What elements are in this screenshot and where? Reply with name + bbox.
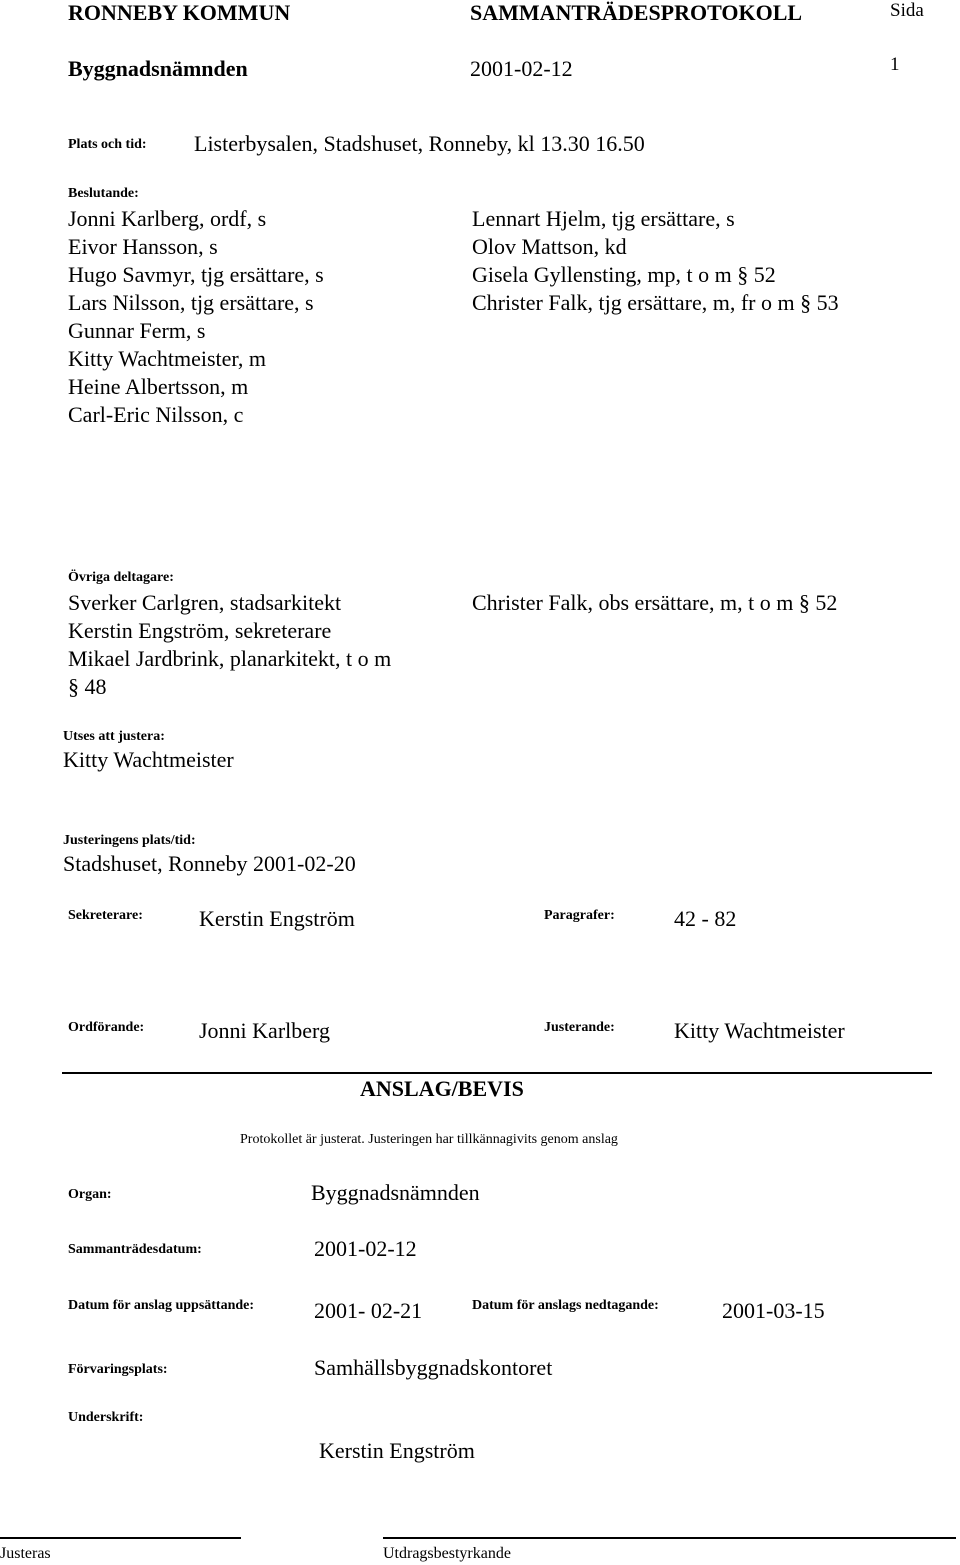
list-item: Gunnar Ferm, s [68,318,206,343]
posted-date-value: 2001- 02-21 [314,1298,423,1323]
list-item: Mikael Jardbrink, planarkitekt, t o m [68,646,392,671]
deciding-left-list [68,205,324,429]
list-item: Heine Albertsson, m [68,374,249,399]
signature-value: Kerstin Engström [319,1438,475,1463]
adjuster-sign-label: Justerande: [544,1020,615,1035]
list-item: Eivor Hansson, s [68,234,218,259]
adjuster-label: Utses att justera: [63,729,165,744]
notice-title: ANSLAG/BEVIS [360,1076,524,1101]
meeting-date: 2001-02-12 [470,56,573,81]
notice-subtitle: Protokollet är justerat. Justeringen har tillkännagivits genom anslag [240,1132,618,1147]
chair-value: Jonni Karlberg [199,1018,330,1043]
list-item: Lars Nilsson, tjg ersättare, s [68,290,314,315]
removed-date-label: Datum för anslags nedtagande: [472,1298,659,1313]
adjuster-value: Kitty Wachtmeister [63,747,234,772]
list-item: Carl-Eric Nilsson, c [68,402,244,427]
divider [62,1072,932,1074]
adjuster-sign-value: Kitty Wachtmeister [674,1018,845,1043]
posted-date-label: Datum för anslag uppsättande: [68,1298,255,1313]
meeting-date-value: 2001-02-12 [314,1236,417,1261]
meeting-date-label: Sammanträdesdatum: [68,1242,202,1257]
list-item: Sverker Carlgren, stadsarkitekt [68,590,342,615]
signature-label: Underskrift: [68,1410,144,1425]
others-label: Övriga deltagare: [68,570,174,585]
list-item: Lennart Hjelm, tjg ersättare, s [472,206,735,231]
list-item: Kitty Wachtmeister, m [68,346,266,371]
footer-adjusted-label: Justeras [0,1545,51,1562]
list-item: Kerstin Engström, sekreterare [68,618,332,643]
organ-label: Organ: [68,1187,112,1202]
adjustment-place-value: Stadshuset, Ronneby 2001-02-20 [63,851,356,876]
list-item: Christer Falk, obs ersättare, m, t o m § 52 [472,590,838,615]
place-label: Plats och tid: [68,137,147,152]
deciding-right-list [472,205,839,317]
page-number: 1 [890,54,900,75]
organ-value: Byggnadsnämnden [311,1180,480,1205]
paragraphs-value: 42 - 82 [674,906,737,931]
paragraphs-label: Paragrafer: [544,908,615,923]
secretary-label: Sekreterare: [68,908,143,923]
footer-divider-left [0,1537,241,1539]
deciding-label: Beslutande: [68,186,139,201]
adjustment-place-label: Justeringens plats/tid: [63,833,196,848]
committee-name: Byggnadsnämnden [68,56,248,81]
removed-date-value: 2001-03-15 [722,1298,825,1323]
page-label: Sida [890,0,924,21]
footer-divider-right [383,1537,956,1539]
footer-certification-label: Utdragsbestyrkande [383,1545,511,1562]
list-item: Jonni Karlberg, ordf, s [68,206,267,231]
list-item: Olov Mattson, kd [472,234,627,259]
others-right-list [472,589,837,617]
others-left-list [68,589,391,701]
storage-label: Förvaringsplats: [68,1362,168,1377]
secretary-value: Kerstin Engström [199,906,355,931]
list-item: Christer Falk, tjg ersättare, m, fr o m § 53 [472,290,839,315]
document-type: SAMMANTRÄDESPROTOKOLL [470,0,803,25]
list-item: Hugo Savmyr, tjg ersättare, s [68,262,324,287]
municipality-name: RONNEBY KOMMUN [68,0,291,25]
list-item: Gisela Gyllensting, mp, t o m § 52 [472,262,776,287]
list-item: § 48 [68,674,107,699]
storage-value: Samhällsbyggnadskontoret [314,1355,553,1380]
place-value: Listerbysalen, Stadshuset, Ronneby, kl 13.30 16.50 [194,131,645,156]
chair-label: Ordförande: [68,1020,145,1035]
